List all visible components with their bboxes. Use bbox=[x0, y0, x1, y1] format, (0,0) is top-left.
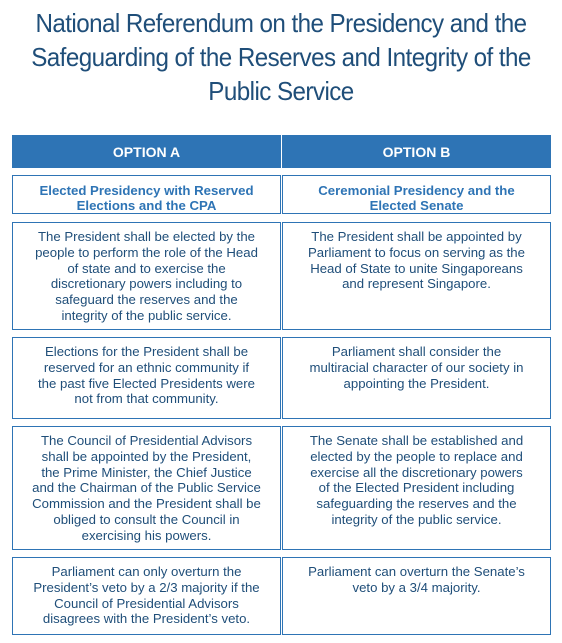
comparison-table bbox=[12, 135, 551, 635]
option-b-subtitle bbox=[282, 175, 551, 214]
option-a-header: OPTION A bbox=[12, 135, 281, 168]
cell-line: obliged to consult the Council in bbox=[53, 511, 240, 527]
title-line-3: Public Service bbox=[208, 76, 354, 106]
cell-line: Council of Presidential Advisors bbox=[54, 595, 239, 611]
cell-line: not from that community. bbox=[74, 391, 219, 407]
cell-line: integrity of the public service. bbox=[331, 511, 502, 527]
title-line-2: Safeguarding of the Reserves and Integrity of the bbox=[31, 42, 531, 72]
option-a-row-4 bbox=[12, 557, 281, 635]
cell-line: safeguard the reserves and the bbox=[55, 292, 238, 308]
cell-line: Elections for the President shall be bbox=[44, 344, 249, 359]
cell-line: appointing the President. bbox=[343, 375, 490, 391]
cell-line: the Prime Minister, the Chief Justice bbox=[41, 464, 252, 480]
cell-line: and represent Singapore. bbox=[342, 276, 491, 292]
document-title bbox=[20, 6, 543, 108]
option-b-row-4 bbox=[282, 557, 551, 635]
cell-line: Head of State to unite Singaporeans bbox=[310, 260, 523, 276]
cell-line: Parliament can only overturn the bbox=[51, 564, 242, 579]
option-a-subtitle bbox=[12, 175, 281, 214]
cell-line: Parliament can overturn the Senate’s bbox=[308, 564, 525, 579]
cell-line: integrity of the public service. bbox=[61, 307, 232, 323]
subtitle-line: Elected Presidency with Reserved bbox=[39, 183, 254, 198]
option-b-row-3 bbox=[282, 426, 551, 550]
cell-line: Commission and the President shall be bbox=[32, 496, 261, 512]
option-b-header: OPTION B bbox=[282, 135, 551, 168]
cell-line: The President shall be appointed by bbox=[311, 229, 522, 244]
cell-line: exercise all the discretionary powers bbox=[310, 464, 523, 480]
cell-line: safeguarding the reserves and the bbox=[316, 496, 517, 512]
option-a-row-2 bbox=[12, 337, 281, 419]
option-b-row-2 bbox=[282, 337, 551, 419]
subtitle-line: Ceremonial Presidency and the bbox=[318, 183, 515, 198]
cell-line: veto by a 3/4 majority. bbox=[352, 579, 481, 595]
cell-line: and the Chairman of the Public Service bbox=[32, 480, 261, 496]
cell-line: exercising his powers. bbox=[81, 527, 212, 543]
cell-line: disagrees with the President’s veto. bbox=[42, 611, 251, 627]
cell-line: The President shall be elected by the bbox=[38, 229, 255, 244]
cell-line: The Senate shall be established and bbox=[309, 433, 524, 448]
cell-line: reserved for an ethnic community if bbox=[43, 359, 250, 375]
cell-line: Parliament to focus on serving as the bbox=[308, 244, 525, 260]
subtitle-line: Elections and the CPA bbox=[76, 198, 217, 213]
cell-line: The Council of Presidential Advisors bbox=[40, 433, 253, 448]
cell-line: the past five Elected Presidents were bbox=[38, 375, 255, 391]
cell-line: of state and to exercise the bbox=[67, 260, 226, 276]
option-a-row-1 bbox=[12, 222, 281, 330]
cell-line: shall be appointed by the President, bbox=[41, 448, 252, 464]
option-a-row-3 bbox=[12, 426, 281, 550]
cell-line: of the Elected President including bbox=[318, 480, 515, 496]
option-b-row-1 bbox=[282, 222, 551, 330]
cell-line: discretionary powers including to bbox=[50, 276, 243, 292]
cell-line: people to perform the role of the Head bbox=[35, 244, 258, 260]
cell-line: multiracial character of our society in bbox=[309, 359, 524, 375]
cell-line: Parliament shall consider the bbox=[331, 344, 502, 359]
cell-line: elected by the people to replace and bbox=[310, 448, 523, 464]
cell-line: President’s veto by a 2/3 majority if the bbox=[33, 579, 260, 595]
subtitle-line: Elected Senate bbox=[369, 198, 464, 213]
title-line-1: National Referendum on the Presidency and the bbox=[35, 8, 527, 38]
